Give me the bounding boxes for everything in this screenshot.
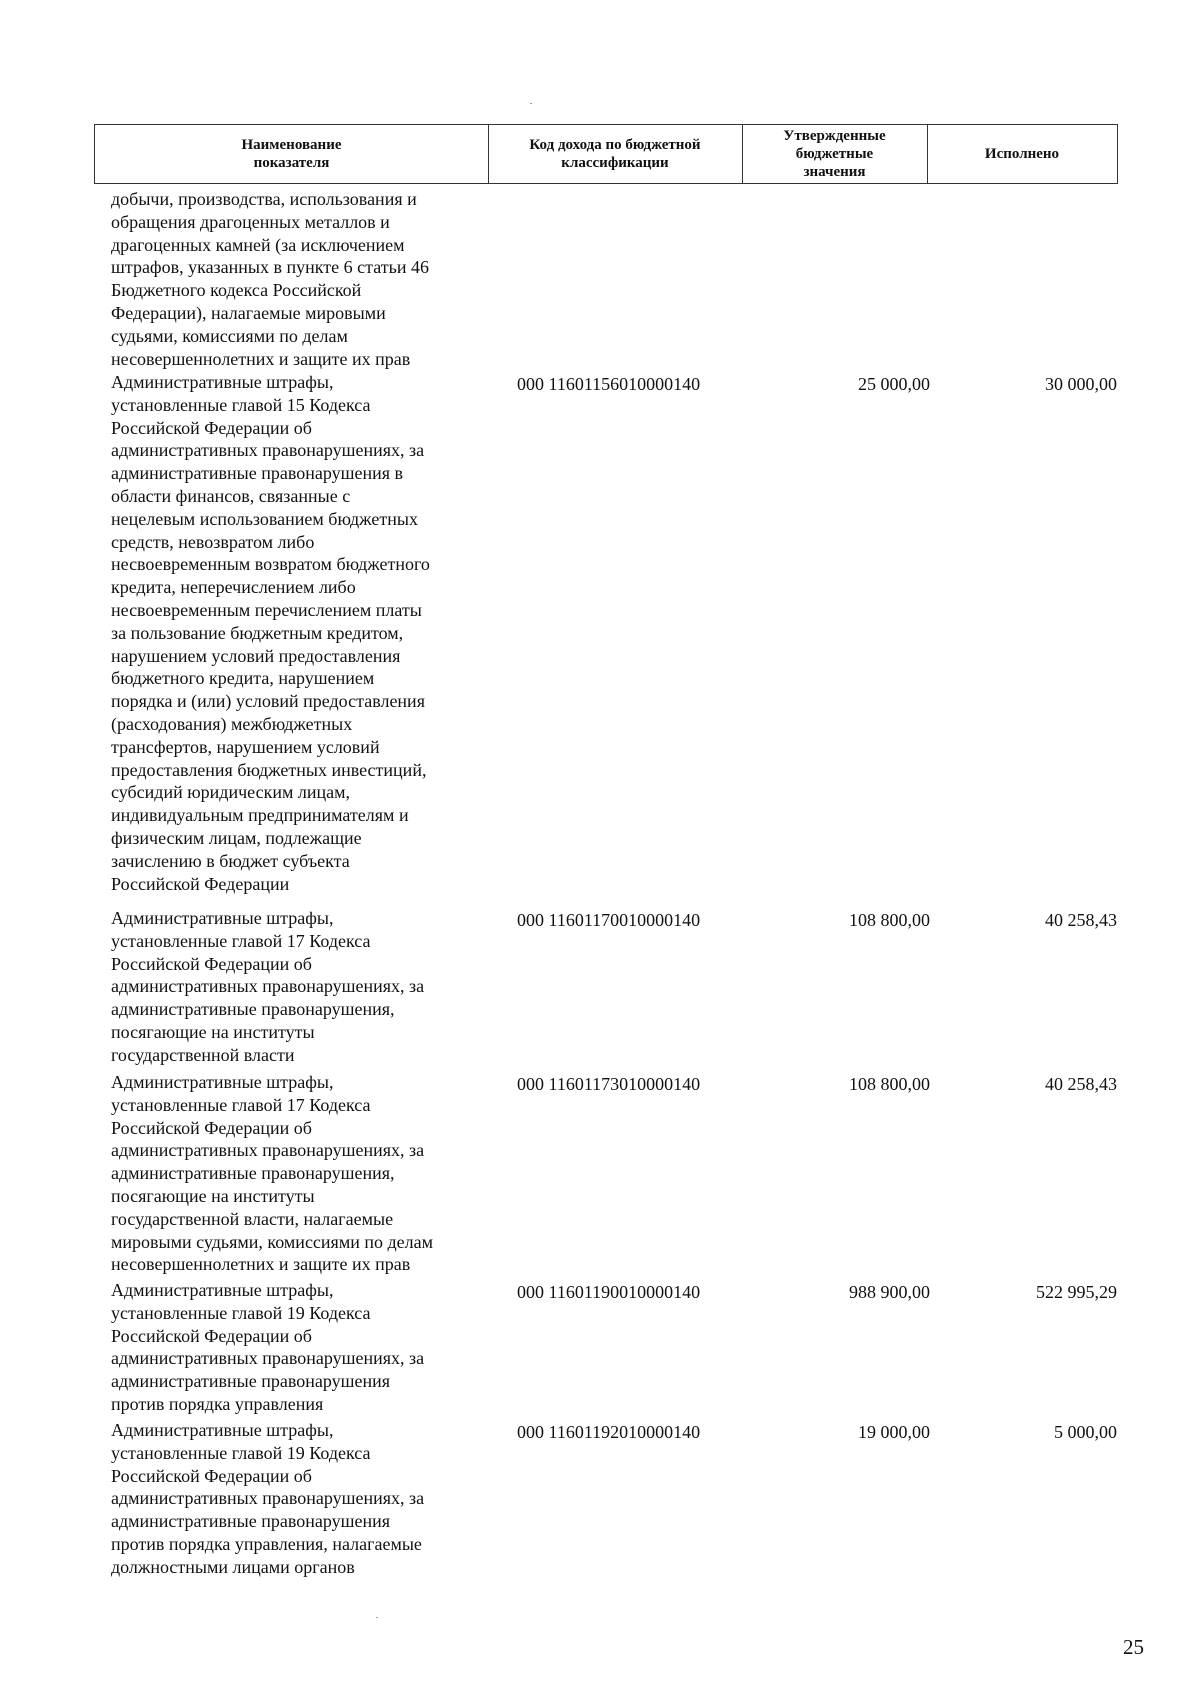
row-name: Административные штрафы, установленные главой 17 Кодекса Российской Федерации об административных правонарушениях, за административные правонарушения, посягающие на институты государственной власти, налагаемые мировыми судьями, комиссиями по делам несовершеннолетних и защите их прав xyxy=(111,1072,433,1275)
row-code: 000 11601173010000140 xyxy=(517,1074,701,1094)
page-number: 25 xyxy=(1123,1635,1144,1659)
table-header xyxy=(94,124,1118,184)
row-code: 000 11601192010000140 xyxy=(517,1422,701,1442)
row-name: Административные штрафы, установленные главой 17 Кодекса Российской Федерации об административных правонарушениях, за административные правонарушения, посягающие на институты государственной власти xyxy=(111,908,425,1065)
row-executed: 40 258,43 xyxy=(1045,910,1117,930)
row-approved: 25 000,00 xyxy=(858,374,930,394)
row-name: Административные штрафы, установленные главой 19 Кодекса Российской Федерации об административных правонарушениях, за административные правонарушения против порядка управления, налагаемые должностными лицами органов xyxy=(111,1420,425,1577)
header-executed: Исполнено xyxy=(984,146,1060,162)
row-executed: 30 000,00 xyxy=(1045,374,1117,394)
row-executed: 522 995,29 xyxy=(1036,1282,1117,1302)
header-executed-cell xyxy=(927,125,1117,183)
header-code-cell xyxy=(488,125,742,183)
row-approved: 108 800,00 xyxy=(849,1074,930,1094)
header-code: Код дохода по бюджетной классификации xyxy=(529,137,701,171)
header-approved: Утвержденные бюджетные значения xyxy=(783,128,886,180)
row-name: Административные штрафы, установленные главой 15 Кодекса Российской Федерации об административных правонарушениях, за административные правонарушения в области финансов, связанные с нецелевым использованием бюджетных средств, невозвратом либо несвоевременным возвратом бюджетного кредита, неперечислением либо несвоевременным перечислением платы за пользование бюджетным кредитом, нарушением условий предоставления бюджетного кредита, нарушением порядка и (или) условий предоставления (расходования) межбюджетных трансфертов, нарушением условий предоставления бюджетных инвестиций, субсидий юридическим лицам, индивидуальным предпринимателям и физическим лицам, подлежащие зачислению в бюджет субъекта Российской Федерации xyxy=(111,372,430,894)
row-executed: 5 000,00 xyxy=(1054,1422,1117,1442)
continuation-text: добычи, производства, использования и обращения драгоценных металлов и драгоценных камней (за исключением штрафов, указанных в пункте 6 статьи 46 Бюджетного кодекса Российской Федерации), налагаемые мировыми судьями, комиссиями по делам несовершеннолетних и защите их прав xyxy=(111,189,429,369)
header-name: Наименование показателя xyxy=(241,137,342,171)
row-code: 000 11601156010000140 xyxy=(517,374,701,394)
row-approved: 988 900,00 xyxy=(849,1282,930,1302)
header-approved-cell xyxy=(742,125,927,183)
row-approved: 108 800,00 xyxy=(849,910,930,930)
row-code: 000 11601170010000140 xyxy=(517,910,701,930)
scan-speck xyxy=(376,1617,378,1618)
row-approved: 19 000,00 xyxy=(858,1422,930,1442)
scan-speck xyxy=(530,103,532,104)
row-name: Административные штрафы, установленные главой 19 Кодекса Российской Федерации об административных правонарушениях, за административные правонарушения против порядка управления xyxy=(111,1280,425,1414)
row-code: 000 11601190010000140 xyxy=(517,1282,701,1302)
row-executed: 40 258,43 xyxy=(1045,1074,1117,1094)
header-name-cell xyxy=(95,125,488,183)
